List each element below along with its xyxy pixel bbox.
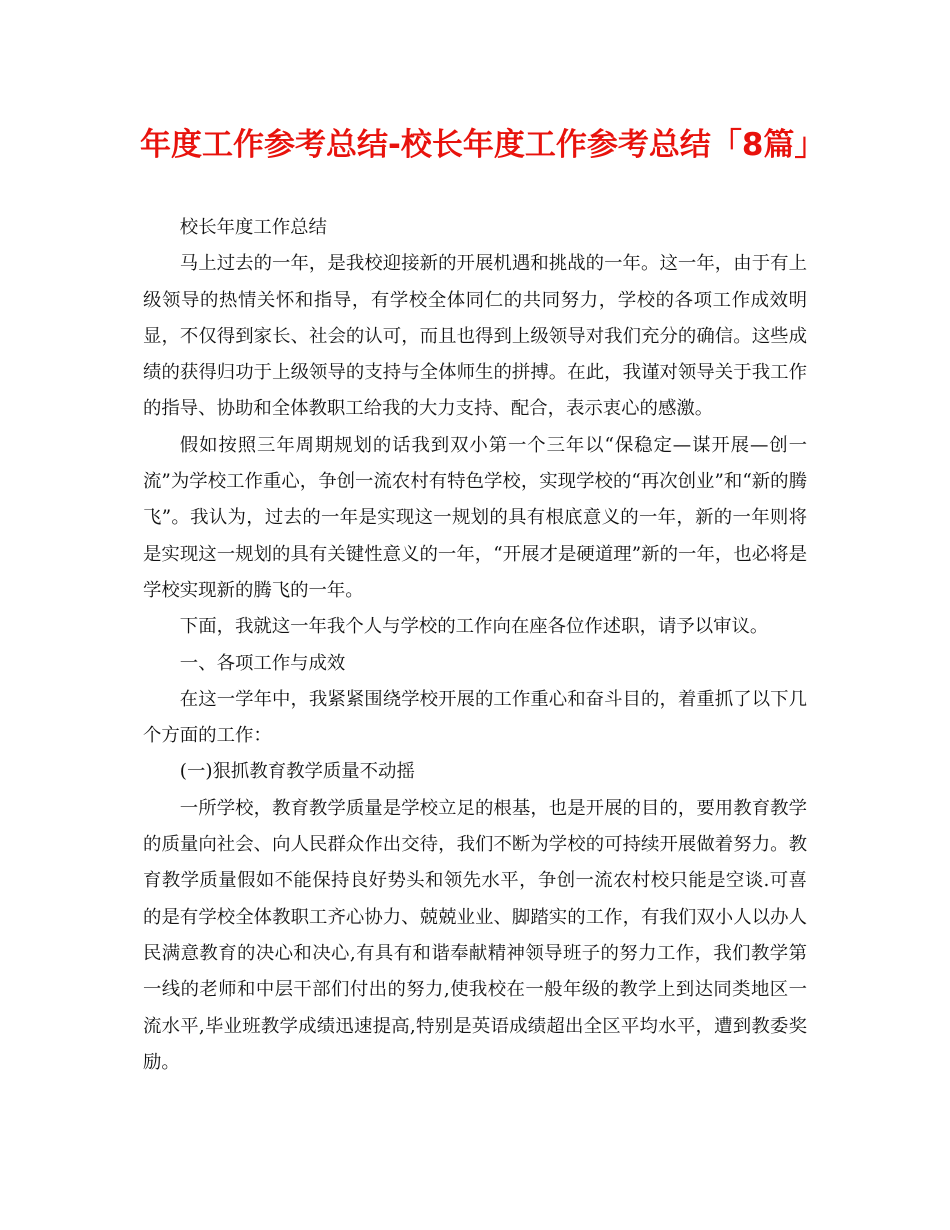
paragraph-quality: 一所学校，教育教学质量是学校立足的根基，也是开展的目的，要用教育教学的质量向社会、向人民群众作出交待，我们不断为学校的可持续开展做着努力。教育教学质量假如不能保持良好势头和领先水平，争创一流农村校只能是空谈.可喜的是有学校全体教职工齐心协力、兢兢业业、脚踏实的工作，有我们双小人以办人民满意教育的决心和决心,有具有和谐奉献精神领导班子的努力工作，我们教学第一线的老师和中层干部们付出的努力,使我校在一般年级的教学上到达同类地区一流水平,毕业班教学成绩迅速提高,特别是英语成绩超出全区平均水平，遭到教委奖励。 xyxy=(143,797,807,1073)
paragraph-focus: 在这一学年中，我紧紧围绕学校开展的工作重心和奋斗目的，着重抓了以下几个方面的工作： xyxy=(143,688,807,747)
paragraph-intro: 马上过去的一年，是我校迎接新的开展机遇和挑战的一年。这一年，由于有上级领导的热情关怀和指导，有学校全体同仁的共同努力，学校的各项工作成效明显，不仅得到家长、社会的认可，而且也得到上级领导对我们充分的确信。这些成绩的获得归功于上级领导的支持与全体师生的拼搏。在此，我谨对领导关于我工作的指导、协助和全体教职工给我的大力支持、配合，表示衷心的感激。 xyxy=(143,253,807,420)
section-heading-summary: 校长年度工作总结 xyxy=(179,217,327,238)
paragraph-plan: 假如按照三年周期规划的话我到双小第一个三年以“保稳定—谋开展—创一流”为学校工作重心，争创一流农村有特色学校，实现学校的“再次创业”和“新的腾飞”。我认为，过去的一年是实现这一规划的具有根底意义的一年，新的一年则将是实现这一规划的具有关键性意义的一年，“开展才是硬道理”新的一年，也必将是学校实现新的腾飞的一年。 xyxy=(143,434,807,601)
subsection-heading-quality: (一)狠抓教育教学质量不动摇 xyxy=(179,761,415,783)
document-body xyxy=(143,210,807,1081)
paragraph-report: 下面，我就这一年我个人与学校的工作向在座各位作述职，请予以审议。 xyxy=(179,616,769,638)
section-heading-work-results: 一、各项工作与成效 xyxy=(179,652,346,674)
document-title: 年度工作参考总结-校长年度工作参考总结「8篇」 xyxy=(140,127,826,163)
